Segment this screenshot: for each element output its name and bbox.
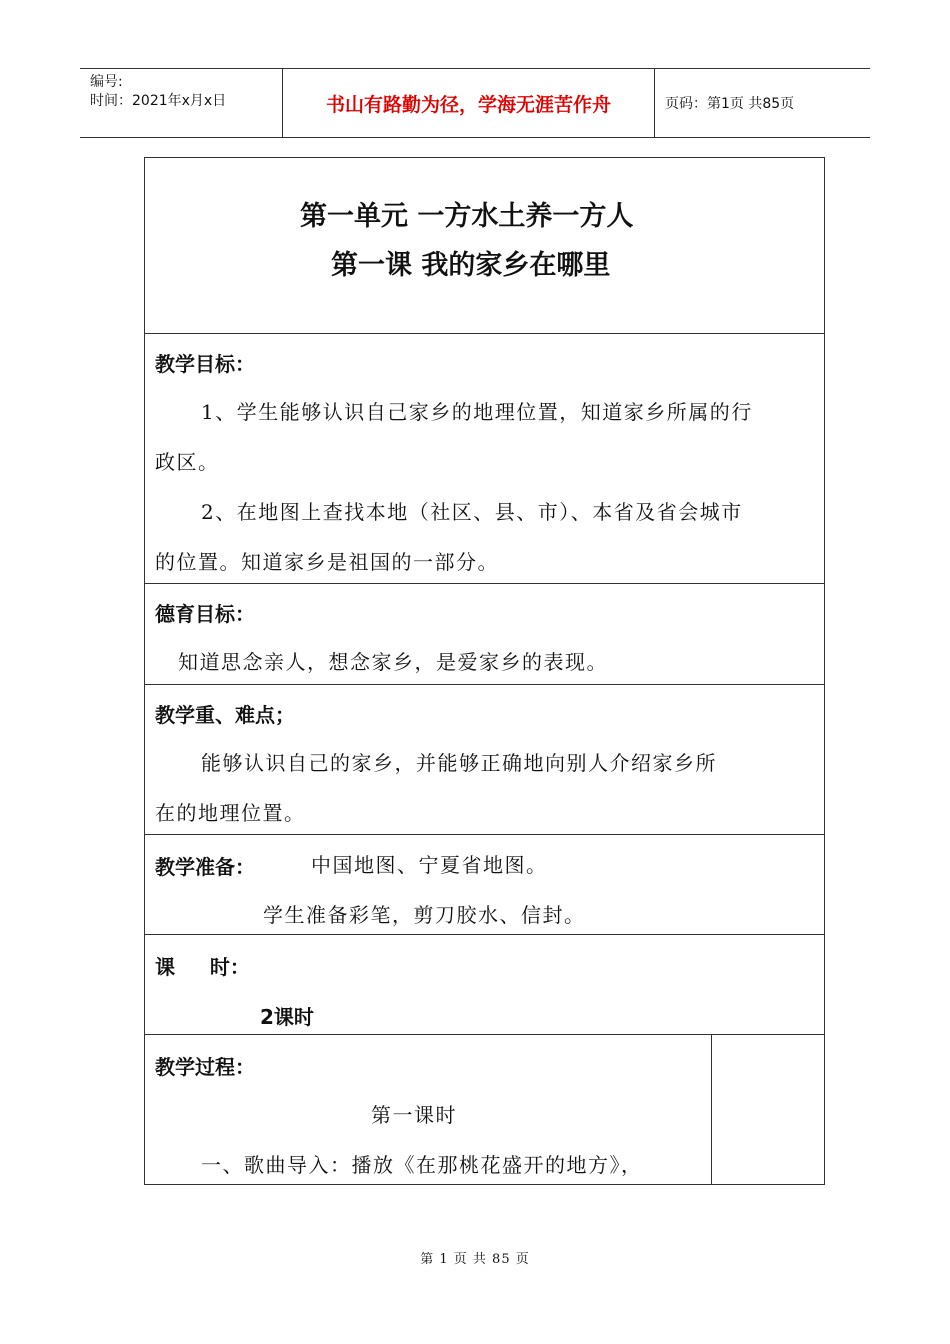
header-page-info: 页码：第1页 共85页 xyxy=(665,96,795,112)
teaching-goals-row xyxy=(145,334,824,584)
key-points-line-2: 在的地理位置。 xyxy=(155,801,306,825)
lesson-plan-table xyxy=(144,157,825,1185)
goal-1-line-1: 1、学生能够认识自己家乡的地理位置，知道家乡所属的行 xyxy=(201,400,753,424)
key-points-line-1: 能够认识自己的家乡，并能够正确地向别人介绍家乡所 xyxy=(201,751,717,775)
process-subtitle: 第一课时 xyxy=(371,1103,457,1127)
header-meta-cell xyxy=(80,69,282,137)
header-motto: 书山有路勤为径，学海无涯苦作舟 xyxy=(282,69,655,137)
class-hours-row xyxy=(145,935,824,1035)
teaching-goals-label: 教学目标： xyxy=(155,352,255,376)
preparation-row xyxy=(145,835,824,935)
document-date-label: 时间：2021年x月x日 xyxy=(90,93,227,109)
document-number-label: 编号: xyxy=(90,74,123,90)
class-hours-value: 2课时 xyxy=(260,1005,314,1029)
key-points-row xyxy=(145,685,824,835)
title-row xyxy=(145,158,824,334)
teaching-process-row xyxy=(145,1035,824,1184)
page-footer: 第 1 页 共 85 页 xyxy=(420,1252,530,1267)
key-points-label: 教学重、难点； xyxy=(155,703,295,727)
teaching-process-label: 教学过程： xyxy=(155,1055,255,1079)
moral-goals-label: 德育目标： xyxy=(155,602,255,626)
unit-title: 第一单元 一方水土养一方人 xyxy=(300,201,634,232)
goal-2-line-1: 2、在地图上查找本地（社区、县、市）、本省及省会城市 xyxy=(201,500,743,524)
class-hours-label: 课 时： xyxy=(155,955,250,979)
moral-goals-text: 知道思念亲人，想念家乡，是爱家乡的表现。 xyxy=(178,650,608,674)
moral-goals-row xyxy=(145,584,824,685)
page-header xyxy=(80,68,870,138)
process-line-1: 一、歌曲导入：播放《在那桃花盛开的地方》， xyxy=(201,1153,643,1177)
preparation-line-1: 中国地图、宁夏省地图。 xyxy=(311,853,548,877)
process-column-divider xyxy=(711,1035,712,1184)
goal-1-line-2: 政区。 xyxy=(155,450,220,474)
lesson-title: 第一课 我的家乡在哪里 xyxy=(331,250,611,281)
preparation-line-2: 学生准备彩笔，剪刀胶水、信封。 xyxy=(263,903,586,927)
goal-2-line-2: 的位置。知道家乡是祖国的一部分。 xyxy=(155,550,499,574)
preparation-label: 教学准备： xyxy=(155,855,255,879)
